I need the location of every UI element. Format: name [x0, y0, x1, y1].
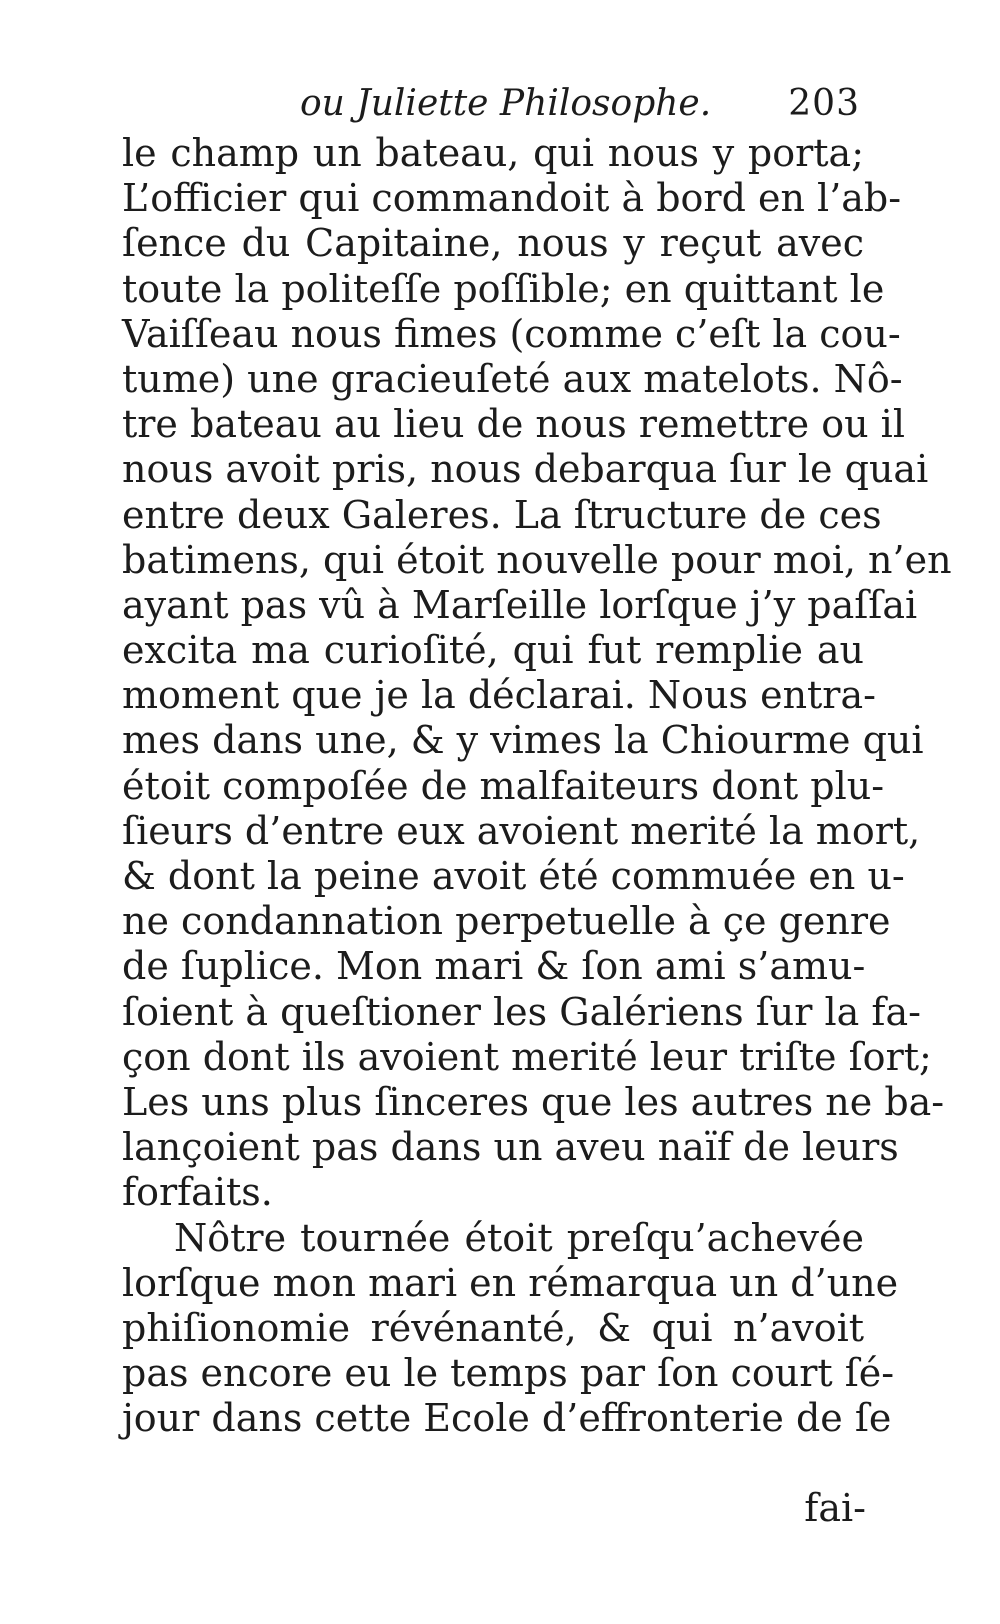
- text-line: ſoient à queſtioner les Galériens ſur la fa-: [122, 989, 921, 1034]
- text-line: ſence du Capitaine, nous y reçut avec: [122, 221, 864, 266]
- text-line: Les uns plus ſinceres que les autres ne ba-: [122, 1079, 945, 1124]
- text-line: nous avoit pris, nous debarqua ſur le quai: [122, 447, 929, 492]
- catchword: fai-: [804, 1486, 866, 1530]
- text-line: batimens, qui étoit nouvelle pour moi, n’en: [122, 537, 952, 582]
- text-line: étoit compoſée de malfaiteurs dont plu-: [122, 763, 885, 808]
- text-line: L’officier qui commandoit à bord en l’ab-: [122, 176, 902, 221]
- page-number: 203: [788, 83, 860, 124]
- text-line: phiſionomie révénanté, & qui n’avoit: [122, 1305, 864, 1350]
- paragraph-2: [122, 1215, 899, 1442]
- text-line: jour dans cette Ecole d’effronterie de ſe: [122, 1396, 892, 1441]
- text-line: ayant pas vû à Marſeille lorſque j’y paſſai: [122, 582, 918, 627]
- text-line: ſieurs d’entre eux avoient merité la mort,: [122, 808, 921, 853]
- text-line: & dont la peine avoit été commuée en u-: [122, 854, 905, 898]
- text-line: de ſuplice. Mon mari & ſon ami s’amu-: [122, 944, 866, 989]
- text-line: Vaiſſeau nous fimes (comme c’eſt la cou-: [122, 311, 901, 356]
- text-line: pas encore eu le temps par ſon court ſé-: [122, 1351, 895, 1396]
- text-line: le champ un bateau, qui nous y porta;: [122, 131, 864, 175]
- running-title: ou Juliette Philosophe.: [300, 83, 712, 124]
- text-line: toute la politeſſe poſſible; en quittant le: [122, 266, 885, 311]
- text-line: mes dans une, & y vimes la Chiourme qui: [122, 718, 924, 763]
- text-line: tre bateau au lieu de nous remettre ou il: [122, 402, 905, 447]
- text-line: Nôtre tournée étoit preſqu’achevée: [174, 1215, 864, 1260]
- text-line: çon dont ils avoient merité leur triſte ſort;: [122, 1034, 932, 1079]
- text-line: tume) une gracieuſeté aux matelots. Nô-: [122, 356, 903, 401]
- text-line: forfaits.: [122, 1170, 273, 1215]
- text-line: excita ma curioſité, qui fut remplie au: [122, 628, 864, 673]
- text-line: entre deux Galeres. La ſtructure de ces: [122, 492, 882, 537]
- text-line: lorſque mon mari en rémarqua un d’une: [122, 1260, 899, 1305]
- text-line: moment que je la déclarai. Nous entra-: [122, 673, 876, 718]
- text-line: lançoient pas dans un aveu naïf de leurs: [122, 1125, 899, 1170]
- text-line: ne condannation perpetuelle à çe genre: [122, 899, 891, 944]
- paragraph-1: [122, 131, 952, 1216]
- body-text: [122, 131, 952, 1441]
